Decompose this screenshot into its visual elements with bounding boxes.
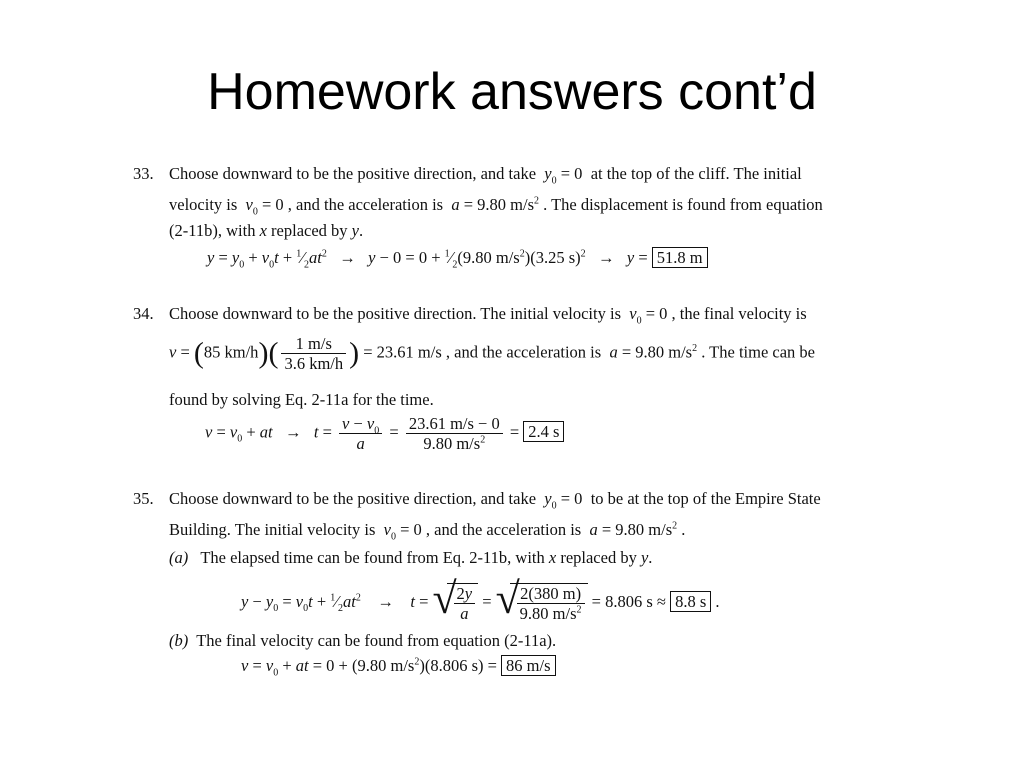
problem-33-line-1: Choose downward to be the positive direction, and take $y_0 = 0$ at the top of the cliff. The initial [169,164,802,187]
problem-35-part-b: (b) The final velocity can be found from equation (2-11a). [169,631,557,650]
problem-33-line-3: (2-11b), with x replaced by y. [169,221,364,240]
answer-box: 86 m/s [501,655,555,676]
problem-number: 33. [133,164,154,183]
equation-33: $y = y_0 + v_0t$ + $^1⁄_2at^2 \to y - 0 = 0$ + $^1⁄_2(9.80$ $m/s^2)(3.25$ s)$^2$ → y = 51.8 m [207,248,708,268]
problem-number: 35. [133,489,154,508]
problem-34-line-1: Choose downward to be the positive direction. The initial velocity is $v_0 = 0$ , the final velocity is [169,304,807,327]
equation-35b: $v = v_0$ + at = 0 + (9.80 $m/s^2)(8.806$ s) = 86 m/s [241,656,556,676]
problem-35-line-2: Building. The initial velocity is $v_0 = 0$ , and the acceleration is a = 9.80 $m/s^2$ . [169,520,686,543]
slide-title: Homework answers cont’d [207,63,817,121]
problem-34-line-2: v = (85 km/h)( $\frac{1 m/s}{3.6 km/h}$ ) = 23.61 m/s , and the acceleration is a = 9.80 $m/s^2$ . The time can be [169,334,816,373]
problem-34-line-3: found by solving Eq. 2-11a for the time. [169,390,434,409]
equation-34: $v = v_0$ + at → t = $\frac{v - v_0}{a}$ = $\frac{23.61 m/s - 0}{9.80 m/s^2}$ = 2.4 s [205,414,564,453]
problem-35-part-a: (a) The elapsed time can be found from Eq. 2-11b, with x replaced by y. [169,548,653,567]
problem-number: 34. [133,304,154,323]
problem-33-line-2: velocity is $v_0 = 0$ , and the acceleration is a = 9.80 $m/s^2$ . The displacement is found from equation [169,195,823,218]
answer-box: 8.8 s [670,591,711,612]
answer-box: 51.8 m [652,247,708,268]
answer-box: 2.4 s [523,421,564,442]
equation-35a: $y - y_0 = v_0t$ + $^1⁄_2at^2$ → t = √ $\frac{2y}{a}$ = √ $\frac{2(380 m)}{9.80 m/s^2}$ = 8.806 s ≈ 8.8 s . [241,574,720,623]
problem-35-line-1: Choose downward to be the positive direction, and take $y_0 = 0$ to be at the top of the Empire State [169,489,821,512]
